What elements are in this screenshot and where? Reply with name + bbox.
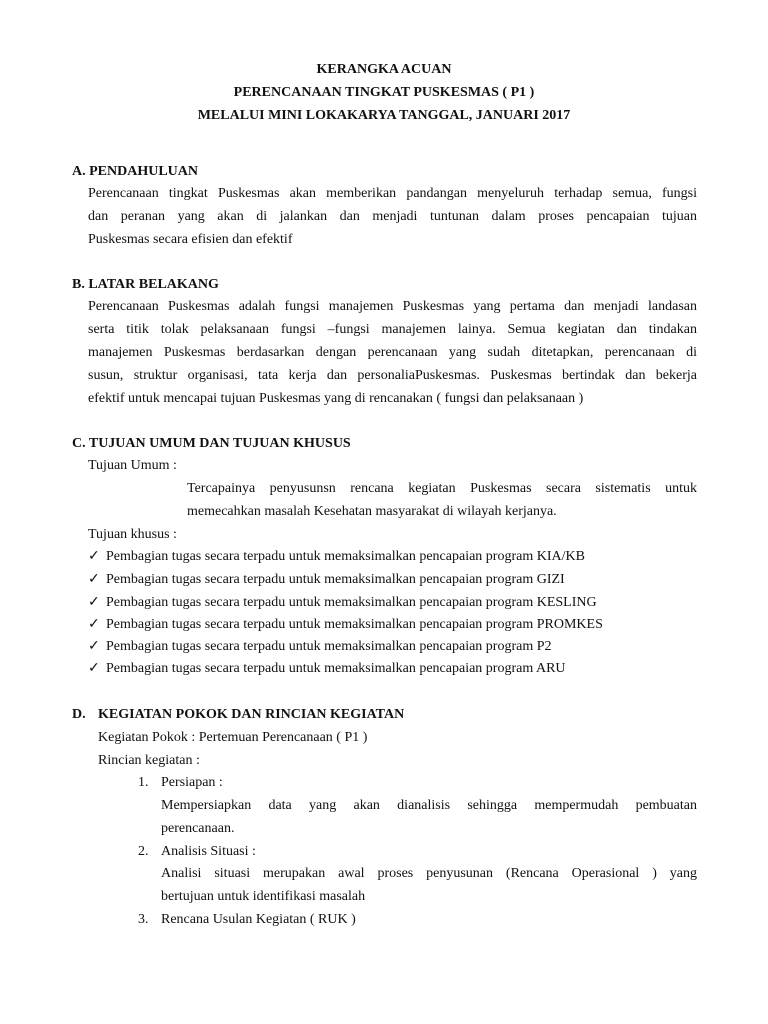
tujuan-umum-label: Tujuan Umum : (88, 458, 177, 473)
section-a-line: Perencanaan tingkat Puskesmas akan memberikan pandangan menyeluruh terhadap semua, fungsi (88, 186, 697, 201)
list-item (88, 637, 552, 657)
doc-title-line-2: PERENCANAAN TINGKAT PUSKESMAS ( P1 ) (233, 85, 535, 100)
list-item-text: Pembagian tugas secara terpadu untuk memaksimalkan pencapaian program PROMKES (106, 617, 603, 632)
checkmark-icon: ✓ (88, 639, 100, 654)
list-item (88, 570, 565, 590)
doc-title-line-3: MELALUI MINI LOKAKARYA TANGGAL, JANUARI 2017 (197, 108, 571, 123)
tujuan-umum-text: Tercapainya penyusunsn rencana kegiatan Puskesmas secara sistematis untuk (187, 481, 697, 496)
section-b-line: serta titik tolak pelaksanaan fungsi –fungsi manajemen lainya. Semua kegiatan dan tindakan (88, 322, 697, 337)
list-item (88, 593, 597, 613)
section-a-line: Puskesmas secara efisien dan efektif (88, 232, 293, 247)
section-c-heading: C. TUJUAN UMUM DAN TUJUAN KHUSUS (72, 436, 351, 451)
list-item (88, 659, 566, 679)
tujuan-umum-text: memecahkan masalah Kesehatan masyarakat di wilayah kerjanya. (187, 504, 557, 519)
section-b-line: efektif untuk mencapai tujuan Puskesmas yang di rencanakan ( fungsi dan pelaksanaan ) (88, 391, 584, 406)
list-item-text: Pembagian tugas secara terpadu untuk memaksimalkan pencapaian program ARU (106, 661, 566, 676)
checkmark-icon: ✓ (88, 617, 100, 632)
checkmark-icon: ✓ (88, 549, 100, 564)
item-title: Analisis Situasi : (161, 844, 256, 859)
list-item-text: Pembagian tugas secara terpadu untuk memaksimalkan pencapaian program KIA/KB (106, 549, 585, 564)
list-item-text: Pembagian tugas secara terpadu untuk memaksimalkan pencapaian program P2 (106, 639, 552, 654)
checkmark-icon: ✓ (88, 595, 100, 610)
list-item-text: Pembagian tugas secara terpadu untuk memaksimalkan pencapaian program KESLING (106, 595, 597, 610)
item-desc: Mempersiapkan data yang akan dianalisis sehingga mempermudah pembuatan (161, 798, 697, 813)
tujuan-khusus-label: Tujuan khusus : (88, 527, 177, 542)
checkmark-icon: ✓ (88, 661, 100, 676)
item-title: Rencana Usulan Kegiatan ( RUK ) (161, 912, 356, 927)
item-desc: perencanaan. (161, 821, 235, 836)
item-desc: bertujuan untuk identifikasi masalah (161, 889, 366, 904)
section-b-line: susun, struktur organisasi, tata kerja dan personaliaPuskesmas. Puskesmas bertindak dan bekerja (88, 368, 697, 383)
item-number: 1. (138, 775, 149, 790)
list-item (88, 615, 603, 635)
section-a-heading: A. PENDAHULUAN (72, 164, 198, 179)
checkmark-icon: ✓ (88, 572, 100, 587)
doc-title-line-1: KERANGKA ACUAN (316, 62, 452, 77)
section-b-heading: B. LATAR BELAKANG (72, 277, 219, 292)
section-d-heading: KEGIATAN POKOK DAN RINCIAN KEGIATAN (98, 707, 405, 722)
item-title: Persiapan : (161, 775, 223, 790)
item-number: 2. (138, 844, 149, 859)
kegiatan-pokok: Kegiatan Pokok : Pertemuan Perencanaan ( P1 ) (98, 730, 368, 745)
section-b-line: Perencanaan Puskesmas adalah fungsi manajemen Puskesmas yang pertama dan menjadi landasan (88, 299, 697, 314)
list-item (88, 547, 585, 567)
item-desc: Analisi situasi merupakan awal proses penyusunan (Rencana Operasional ) yang (161, 866, 697, 881)
list-item-text: Pembagian tugas secara terpadu untuk memaksimalkan pencapaian program GIZI (106, 572, 565, 587)
rincian-label: Rincian kegiatan : (98, 753, 200, 768)
section-b-line: manajemen Puskesmas berdasarkan dengan perencanaan yang sudah ditetapkan, perencanaan di (88, 345, 697, 360)
section-a-line: dan peranan yang akan di jalankan dan menjadi tuntunan dalam proses pencapaian tujuan (88, 209, 697, 224)
item-number: 3. (138, 912, 149, 927)
section-d-letter: D. (72, 707, 86, 722)
